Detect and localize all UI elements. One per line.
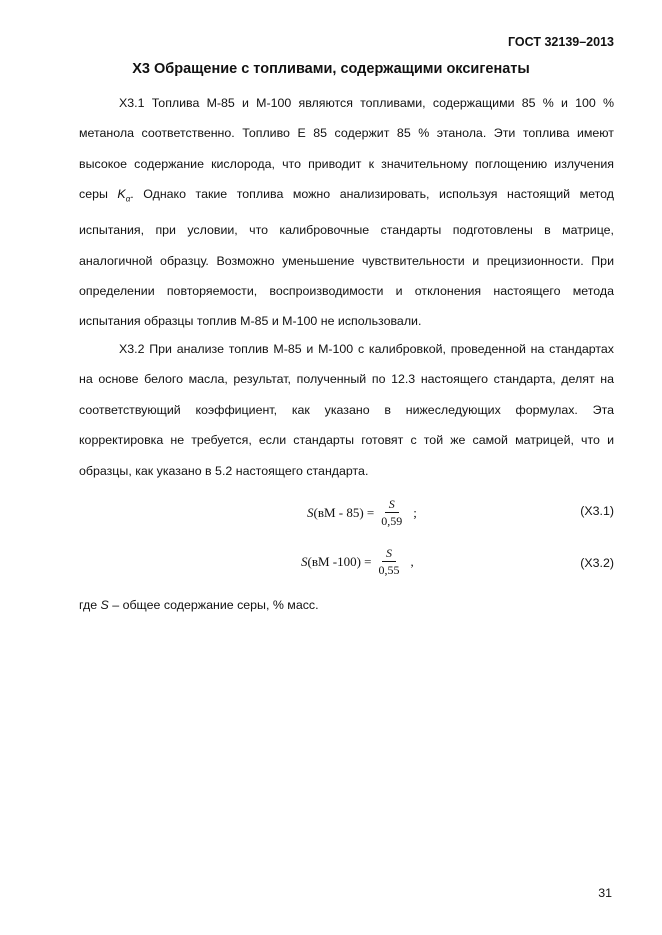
- formula-punctuation: ,: [410, 554, 414, 569]
- symbol-subscript: α: [125, 194, 131, 204]
- formula-lhs-var: S: [307, 505, 314, 520]
- paragraph-x3-2: [79, 334, 614, 486]
- formula-lhs-var: S: [301, 554, 308, 569]
- where-symbol: S: [100, 598, 109, 612]
- where-clause: [79, 598, 319, 612]
- equation-number: (Х3.2): [580, 556, 614, 570]
- equation-number: (Х3.1): [580, 504, 614, 518]
- paragraph-text: Х3.1 Топлива М-85 и М-100 являются топливами, содержащими 85 % и 100 % метанола соответственно. Топливо Е 85 содержит 85 % этанола. Эти топлива имеют высокое содержание кислорода, что приводит к значительному поглощению излучения серы: [79, 96, 614, 202]
- where-prefix: где: [79, 598, 101, 612]
- formula-fraction: [377, 497, 406, 529]
- paragraph-text-continued: . Однако такие топлива можно анализировать, используя настоящий метод испытания, при условии, что калибровочные стандарты подготовлены в матрице, аналогичной образцу. Возможно уменьшение чувствительности и прецизионности. При определении повторяемости, воспроизводимости и отклонения настоящего метода испытания образцы топлив М-85 и М-100 не использовали.: [79, 187, 615, 329]
- section-heading: Х3 Обращение с топливами, содержащими оксигенаты: [132, 61, 530, 77]
- fraction-denominator: 0,55: [378, 563, 400, 577]
- fraction-numerator: S: [385, 497, 399, 513]
- formula-x3-2: [301, 546, 414, 578]
- page-number: 31: [598, 886, 612, 900]
- paragraph-text: Х3.2 При анализе топлив М-85 и М-100 с калибровкой, проведенной на стандартах на основе белого масла, результат, полученный по 12.3 настоящего стандарта, делят на соответствующий коэффициент, как указано в нижеследующих формулах. Эта корректировка не требуется, если стандарты готовят с той же самой матрицей, что и образцы, как указано в 5.2 настоящего стандарта.: [79, 342, 614, 478]
- formula-lhs-arg: (вМ -100) =: [307, 554, 372, 569]
- formula-lhs-arg: (вМ - 85) =: [313, 505, 375, 520]
- standard-number: ГОСТ 32139–2013: [508, 35, 614, 49]
- formula-fraction: [375, 546, 404, 578]
- paragraph-x3-1: [79, 88, 614, 337]
- symbol-main: K: [117, 187, 126, 202]
- k-alpha-symbol: [117, 187, 131, 204]
- fraction-denominator: 0,59: [381, 514, 403, 528]
- fraction-numerator: S: [382, 546, 396, 562]
- where-text: – общее содержание серы, % масс.: [108, 598, 319, 612]
- formula-x3-1: [307, 497, 417, 529]
- formula-punctuation: ;: [413, 505, 417, 520]
